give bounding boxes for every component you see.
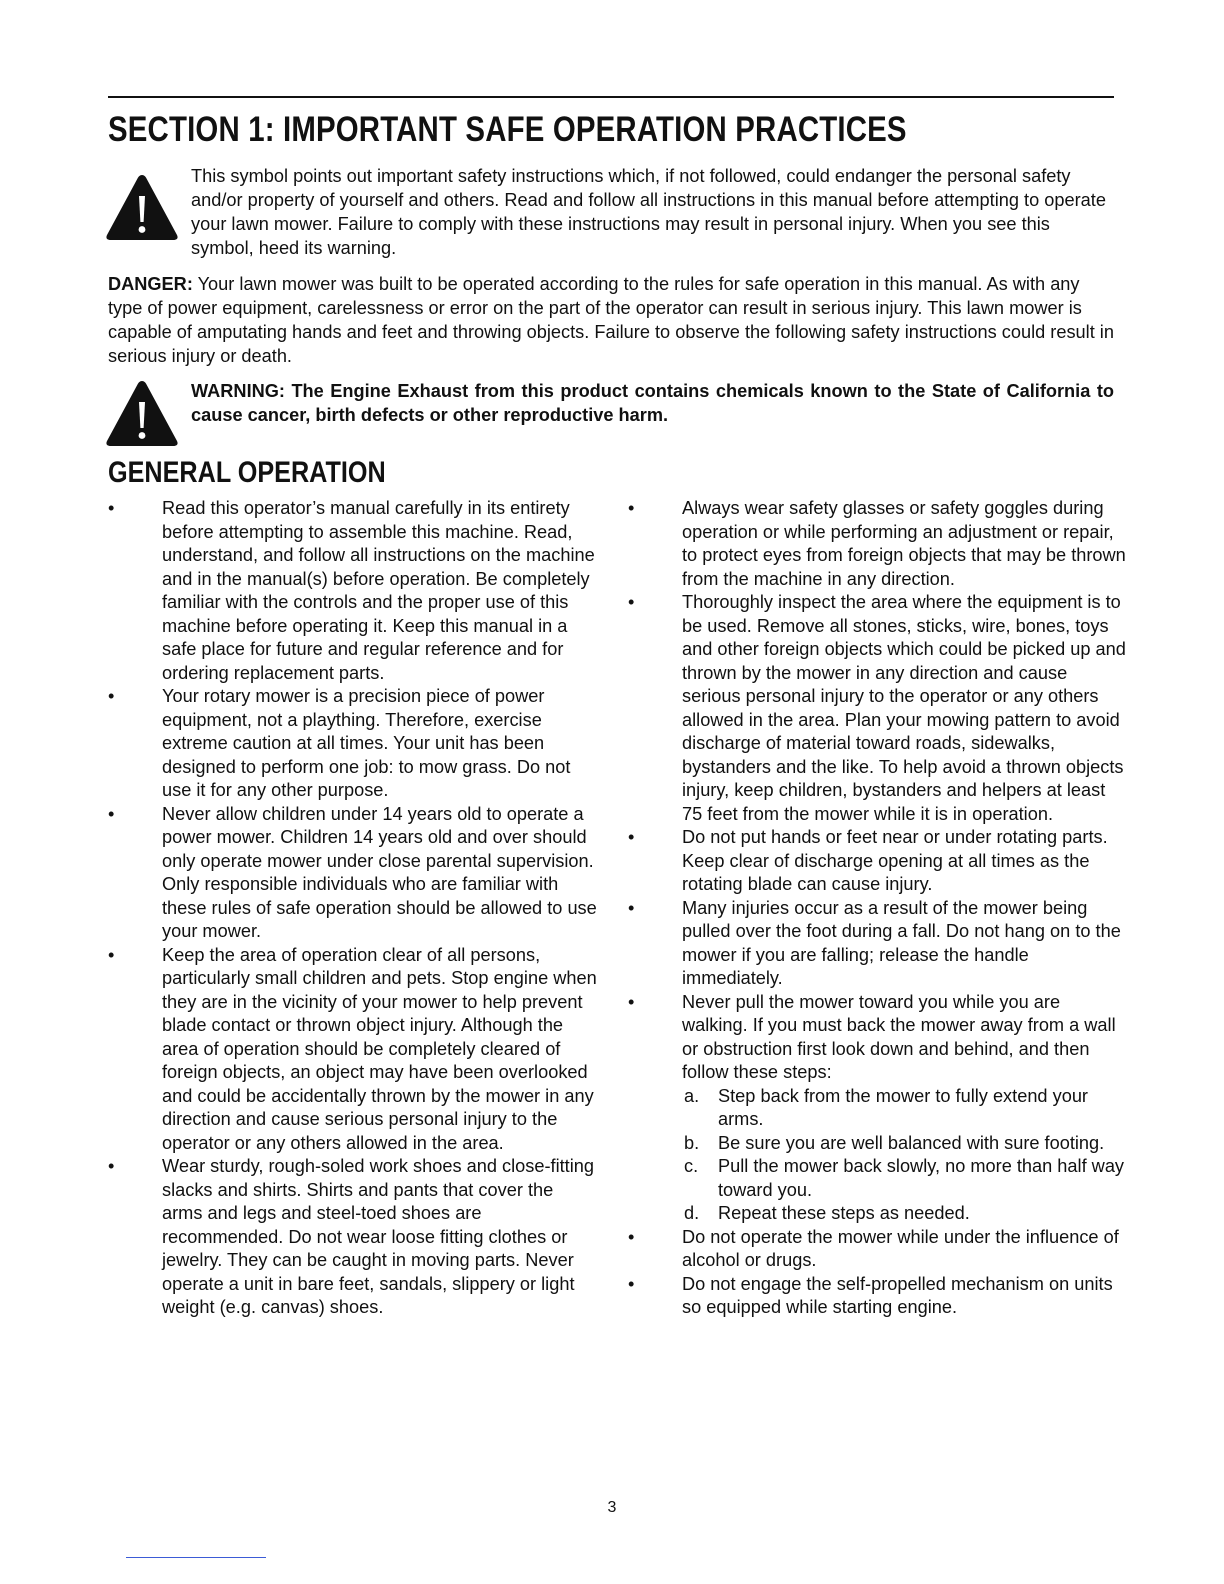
- step-item: [682, 1202, 1128, 1226]
- footer-rule: [126, 1557, 266, 1558]
- list-item-text: Keep the area of operation clear of all persons, particularly small children and pets. Stop engine when they are in the vicinity of your mower to help prevent blade contact or thrown object injury. Although the area of operation should be completely cleared of foreign objects, an object may have been overlooked and could be accidentally thrown by the mower in any direction and cause serious personal injury to the operator or any others allowed in the area.: [162, 944, 597, 1153]
- list-item: [628, 1273, 1128, 1320]
- bullet: •: [628, 1273, 635, 1294]
- left-column-list: [108, 497, 598, 1320]
- list-item: [628, 1226, 1128, 1273]
- list-item-text: Never pull the mower toward you while you are walking. If you must back the mower away from a wall or obstruction first look down and behind, and then follow these steps:: [682, 991, 1116, 1082]
- list-item: [108, 944, 598, 1156]
- warning-triangle-icon: [104, 172, 180, 242]
- steps-list: [682, 1085, 1128, 1226]
- list-item: [108, 803, 598, 944]
- list-item-text: Wear sturdy, rough-soled work shoes and close-fitting slacks and shirts. Shirts and pants that cover the arms and legs and steel-toed shoes are recommended. Do not wear loose fitting clothes or jewelry. They can be caught in moving parts. Never operate a unit in bare feet, sandals, slippery or light weight (e.g. canvas) shoes.: [162, 1156, 594, 1317]
- danger-label: DANGER:: [108, 274, 193, 294]
- list-item-text: Read this operator’s manual carefully in its entirety before attempting to assemble this machine. Read, understand, and follow all instructions on the machine and in the manual(s) before operation. Be completely familiar with the controls and the proper use of this machine before operating it. Keep this manual in a safe place for future and regular reference and for ordering replacement parts.: [162, 498, 595, 683]
- step-letter: d.: [684, 1203, 700, 1223]
- list-item-text: Do not operate the mower while under the influence of alcohol or drugs.: [682, 1226, 1119, 1270]
- bullet: •: [628, 592, 635, 612]
- bullet: •: [628, 897, 635, 918]
- step-item: [682, 1155, 1128, 1202]
- list-item: [108, 497, 598, 685]
- list-item-text: Many injuries occur as a result of the mower being pulled over the foot during a fall. Do not hang on to the mower if you are falling; release the handle immediately.: [682, 897, 1121, 988]
- step-item: [682, 1085, 1128, 1132]
- intro-paragraph: This symbol points out important safety instructions which, if not followed, could endanger the personal safety and/or property of yourself and others. Read and follow all instructions in this manual before attempting to operate your lawn mower. Failure to comply with these instructions may result in personal injury. When you see this symbol, heed its warning.: [191, 166, 1106, 258]
- step-text: Repeat these steps as needed.: [718, 1203, 970, 1223]
- bullet: •: [628, 827, 635, 847]
- bullet: •: [108, 803, 115, 824]
- list-item: [628, 826, 1128, 897]
- list-item-text: Do not put hands or feet near or under rotating parts. Keep clear of discharge opening at all times as the rotating blade can cause injury.: [682, 827, 1108, 894]
- list-item-text: Your rotary mower is a precision piece of power equipment, not a plaything. Therefore, exercise extreme caution at all times. Your unit has been designed to perform one job: to mow grass. Do not use it for any other purpose.: [162, 686, 571, 800]
- list-item: [108, 685, 598, 803]
- list-item: [628, 991, 1128, 1226]
- step-item: [682, 1132, 1128, 1156]
- warning-paragraph: WARNING: The Engine Exhaust from this product contains chemicals known to the State of California to cause cancer, birth defects or other reproductive harm.: [191, 381, 1114, 425]
- step-text: Be sure you are well balanced with sure footing.: [718, 1132, 1105, 1153]
- page-number: 3: [607, 1499, 617, 1516]
- bullet: •: [628, 1226, 635, 1247]
- list-item-text: Thoroughly inspect the area where the equipment is to be used. Remove all stones, sticks, wire, bones, toys and other foreign objects which could be picked up and thrown by the mower in any direction and cause serious personal injury to the operator or any others allowed in the area. Plan your mowing pattern to avoid discharge of material toward roads, sidewalks, bystanders and the like. To help avoid a thrown objects injury, keep children, bystanders and helpers at least 75 feet from the mower while it is in operation.: [682, 592, 1126, 824]
- bullet: •: [108, 944, 115, 965]
- step-letter: a.: [684, 1085, 700, 1106]
- step-text: Pull the mower back slowly, no more than half way toward you.: [718, 1156, 1125, 1200]
- warning-triangle-icon: [104, 378, 180, 448]
- bullet: •: [628, 498, 635, 518]
- list-item: [628, 497, 1128, 591]
- danger-text: Your lawn mower was built to be operated according to the rules for safe operation in this manual. As with any type of power equipment, carelessness or error on the part of the operator can result in serious injury. This lawn mower is capable of amputating hands and feet and throwing objects. Failure to observe the following safety instructions could result in serious injury or death.: [108, 274, 1114, 366]
- bullet: •: [628, 991, 635, 1012]
- list-item: [108, 1155, 598, 1320]
- list-item-text: Never allow children under 14 years old to operate a power mower. Children 14 years old and over should only operate mower under close parental supervision. Only responsible individuals who are familiar with these rules of safe operation should be allowed to use your mower.: [162, 803, 597, 941]
- list-item: [628, 897, 1128, 991]
- section-title: SECTION 1: IMPORTANT SAFE OPERATION PRACTICES: [108, 110, 907, 149]
- list-item: [628, 591, 1128, 826]
- bullet: •: [108, 498, 115, 518]
- list-item-text: Do not engage the self-propelled mechanism on units so equipped while starting engine.: [682, 1273, 1113, 1317]
- danger-paragraph: [108, 272, 1118, 368]
- top-rule: [108, 96, 1114, 98]
- bullet: •: [108, 686, 115, 706]
- right-column-list: [628, 497, 1128, 1320]
- step-text: Step back from the mower to fully extend your arms.: [718, 1085, 1088, 1129]
- bullet: •: [108, 1156, 115, 1176]
- step-letter: b.: [684, 1132, 700, 1153]
- list-item-text: Always wear safety glasses or safety goggles during operation or while performing an adjustment or repair, to protect eyes from foreign objects that may be thrown from the machine in any direction.: [682, 498, 1126, 589]
- general-operation-title: GENERAL OPERATION: [108, 456, 386, 489]
- step-letter: c.: [684, 1156, 699, 1176]
